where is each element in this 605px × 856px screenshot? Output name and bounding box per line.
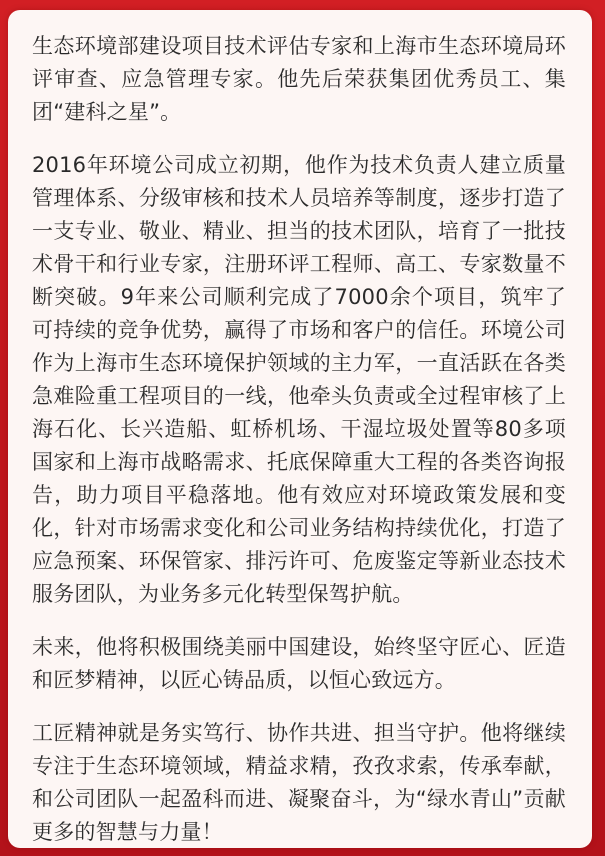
paragraph-future: 未来，他将积极围绕美丽中国建设，始终坚守匠心、匠造和匠梦精神，以匠心铸品质，以恒心致远方。: [32, 635, 566, 692]
paragraph-expert-titles: 生态环境部建设项目技术评估专家和上海市生态环境局环评审查、应急管理专家。他先后荣获集团优秀员工、集团“建科之星”。: [32, 34, 566, 124]
paragraph-craftsmanship: 工匠精神就是务实笃行、协作共进、担当守护。他将继续专注于生态环境领域，精益求精，孜孜求索，传承奉献，和公司团队一起盈科而进、凝聚奋斗，为“绿水青山”贡献更多的智慧与力量！: [32, 721, 566, 844]
paragraph-company-history: 2016年环境公司成立初期，他作为技术负责人建立质量管理体系、分级审核和技术人员培养等制度，逐步打造了一支专业、敬业、精业、担当的技术团队，培育了一批技术骨干和行业专家，注册环评工程师、高工、专家数量不断突破。9年来公司顺利完成了7000余个项目，筑牢了可持续的竞争优势，赢得了市场和客户的信任。环境公司作为上海市生态环境保护领域的主力军，一直活跃在各类急难险重工程项目的一线，他牵头负责或全过程审核了上海石化、长兴造船、虹桥机场、干湿垃圾处置等80多项国家和上海市战略需求、托底保障重大工程的各类咨询报告，助力项目平稳落地。他有效应对环境政策发展和变化，针对市场需求变化和公司业务结构持续优化，打造了应急预案、环保管家、排污许可、危废鉴定等新业态技术服务团队，为业务多元化转型保驾护航。: [32, 153, 566, 606]
article-card: [8, 10, 592, 848]
